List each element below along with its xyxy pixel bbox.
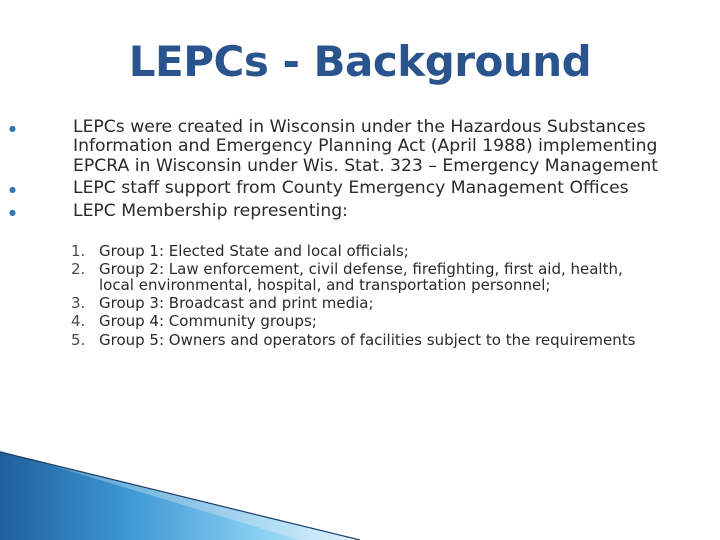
list-number: 1. [71,242,86,261]
bullet-item [9,200,673,221]
list-number: 5. [71,330,86,349]
numbered-list-item [71,242,659,261]
list-number: 4. [71,312,86,331]
numbered-list [71,242,659,349]
list-number: 2. [71,260,86,279]
list-item-text: Group 1: Elected State and local officials; [99,242,409,261]
bullet-text: LEPC Membership representing: [73,200,348,221]
bullet-item [9,178,673,199]
bullet-item [9,117,673,176]
list-item-text: Group 2: Law enforcement, civil defense, firefighting, first aid, health, local environmental, hospital, and transportation personnel; [99,260,623,295]
bullet-dot-icon: ● [9,207,16,217]
numbered-list-item [71,294,659,313]
slide-title: LEPCs - Background [128,37,592,86]
decorative-swoosh [0,450,360,540]
list-item-text: Group 3: Broadcast and print media; [99,294,374,313]
bullet-text: LEPC staff support from County Emergency Management Offices [73,178,629,199]
bullet-dot-icon: ● [9,185,16,195]
slide-body [0,118,720,348]
numbered-list-item [71,312,659,331]
numbered-list-item [71,330,659,349]
bullet-dot-icon: ● [9,124,16,133]
list-item-text: Group 4: Community groups; [99,312,317,331]
list-item-text: Group 5: Owners and operators of facilities subject to the requirements [99,330,636,349]
list-number: 3. [71,294,86,313]
numbered-list-item [71,260,659,295]
bullet-text: LEPCs were created in Wisconsin under the Hazardous Substances Information and Emergency Planning Act (April 1988) implementing EPCRA in Wisconsin under Wis. Stat. 323 – Emergency Management [73,117,658,176]
